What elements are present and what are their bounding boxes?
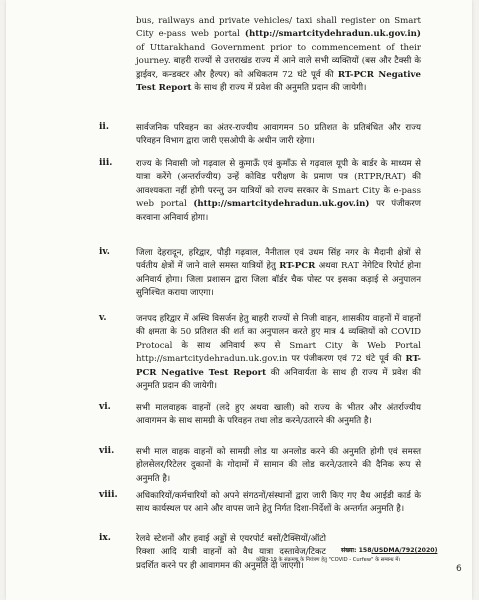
item-number-iv: iv. — [99, 247, 110, 257]
item-v-bold: RT-PCR Negative Test Report — [136, 354, 421, 378]
item-iv-bold: RT-PCR — [279, 261, 316, 272]
item-v-text-1: जनपद हरिद्वार में अस्थि विसर्जन हेतु बाहरी राज्यों से निजी वाहन, शासकीय वाहनों में वाहनों की क्षमता के 50 प्रतिशत की शर्त का अनुपालन करते हुए मात्र 4 व्यक्तियों को COVID Protocal के साथ अनिवार्य रूप से Smart City के Web Portal http://smartcitydehradun.uk.gov.in पर पंजीकरण एवं 72 घंटे पूर्व की — [136, 314, 421, 365]
intro-text-2: of Uttarakhand Government prior to commencement of their journey. बाहरी राज्यों से उत्तराखंड राज्य में आने वाले सभी व्यक्तियों (बस और टैक्सी के ड्राईवर, कन्डक्टर और हैल्पर) को अधिकतम 72 घंटे पूर्व की — [136, 42, 421, 80]
item-viii-text: अधिकारियों/कर्मचारियों को अपने संगठनों/संस्थानों द्वारा जारी किए गए वैध आईडी कार्ड के साथ कार्यस्थल पर आने और वापस जाने हेतु निर्गत दिशा-निर्देशों के अन्तर्गत अनुमति है। — [136, 491, 421, 515]
intro-paragraph — [136, 15, 421, 95]
footer-reference — [341, 545, 437, 554]
intro-bold-report: RT-PCR Negative Test Report — [136, 69, 421, 94]
item-ix-text: रेलवे स्टेशनों और हवाई अड्डों से एयरपोर्ट बसों/टैक्सियों/ऑटो रिक्शा आदि यात्री वाहनों को वैध यात्रा दस्तावेज/टिकट प्रदर्शित करने पर ही आवागमन की अनुमति दी जाएगी। — [136, 534, 326, 571]
item-number-v: v. — [99, 313, 107, 323]
item-number-vi: vi. — [99, 402, 111, 412]
item-v-text-2: की अनिवार्यता के साथ ही राज्य में प्रवेश की अनुमति प्रदान की जायेगी। — [136, 367, 422, 392]
intro-portal-url: (http://smartcitydehradun.uk.gov.in) — [244, 29, 421, 40]
intro-text-1: bus, railways and private vehicles/ taxi shall register on Smart City e-pass web portal — [136, 16, 421, 40]
document-page — [6, 0, 472, 600]
page-number: 6 — [456, 564, 462, 574]
item-iii-text-1: राज्य के निवासी जो गढ़वाल से कुमाऊँ एवं कुमाँऊ से गढ़वाल यूपी के बार्डर के माध्यम से यात्रा करेंगे (अन्तर्राज्यीय) उन्हें कोविड परीक्षण के प्रमाण पत्र (RTPR/RAT) की आवश्यकता नहीं होगी परन्तु उन यात्रियों को राज्य सरकार के Smart City के e-pass web portal — [136, 159, 421, 210]
item-iv-text-1: जिला देहरादून, हरिद्वार, पौड़ी गढ़वाल, नैनीताल एवं उधम सिंह नगर के मैदानी क्षेत्रों से पर्वतीय क्षेत्रों में जाने वाले समस्त यात्रियों हेतु — [136, 248, 421, 272]
item-iii-bold: (http://smartcitydehradun.uk.gov.in) — [193, 199, 370, 210]
item-number-ix: ix. — [99, 533, 111, 543]
footer-prefix: संख्या: 158 — [341, 547, 372, 554]
item-iii — [136, 158, 421, 225]
item-number-vii: vii. — [99, 446, 115, 456]
item-ii-text: सार्वजनिक परिवहन का अंतर-राज्यीय आवागमन 50 प्रतिशत के प्रतिबंधित और राज्य परिवहन विभाग द्वारा जारी एसओपी के अधीन जारी रहेगा। — [136, 123, 421, 147]
item-iv-text-2: अथवा RAT नेगेटिव रिपोर्ट होना अनिवार्य होगा। जिला प्रशासन द्वारा जिला बॉर्डर चैक पोस्ट पर इसका कड़ाई से अनुपालन सुनिश्चित कराया जाएगा। — [136, 261, 421, 299]
footer-ref-code: /USDMA/792(2020) — [371, 547, 438, 554]
item-number-ii: ii. — [99, 122, 109, 132]
item-v — [136, 313, 421, 393]
item-vi-text: सभी मालवाहक वाहनों (लदे हुए अथवा खाली) को राज्य के भीतर और अंतर्राज्यीय आवागमन के साथ सामग्री के परिवहन तथा लोड करने/उतारने की अनुमति है। — [136, 403, 421, 427]
item-iv — [136, 247, 421, 301]
intro-text-3: के साथ ही राज्य में प्रवेश की अनुमति प्रदान की जायेगी। — [191, 83, 367, 94]
item-number-iii: iii. — [99, 158, 113, 168]
footer-subject: कोविड-19 के संक्रमण के नियंत्रण हेतु "COVID - Curfew" के सम्बन्ध में। — [256, 557, 401, 563]
item-number-viii: viii. — [99, 490, 118, 500]
item-vii-text: सभी माल वाहक वाहनों को सामग्री लोड या अनलोड करने की अनुमति होगी एवं समस्त होलसेलर/रिटेलर दुकानों के गोदामों में सामान की लोड करने/उतारने की दैनिक रूप से अनुमति है। — [136, 447, 421, 484]
item-iii-text-2: पर पंजीकरण करवाना अनिवार्य होगा। — [136, 199, 421, 223]
